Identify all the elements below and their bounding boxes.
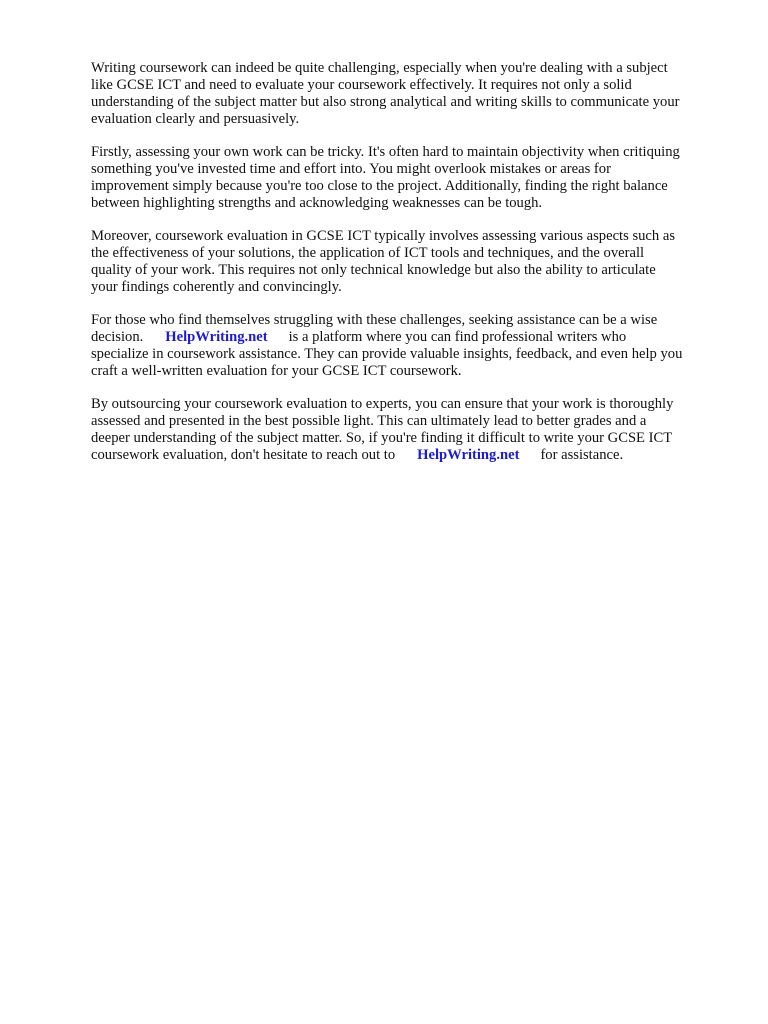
text-line: between highlighting strengths and acknowledging weaknesses can be tough. — [91, 195, 543, 211]
text-line: Moreover, coursework evaluation in GCSE ICT typically involves assessing various aspects such as — [91, 228, 675, 244]
paragraph-conclusion — [91, 396, 723, 464]
text-line: assessed and presented in the best possible light. This can ultimately lead to better grades and a — [91, 413, 647, 429]
text-line: the effectiveness of your solutions, the application of ICT tools and techniques, and the overall — [91, 245, 645, 261]
text-line: Firstly, assessing your own work can be tricky. It's often hard to maintain objectivity when critiquing — [91, 144, 680, 160]
text-line: craft a well-written evaluation for your GCSE ICT coursework. — [91, 363, 462, 379]
text-line: understanding of the subject matter but also strong analytical and writing skills to communicate your — [91, 94, 680, 110]
paragraph-assistance — [91, 312, 723, 380]
paragraph-challenges — [91, 144, 723, 212]
text-line: deeper understanding of the subject matter. So, if you're finding it difficult to write your GCSE ICT — [91, 430, 673, 446]
text-line: your findings coherently and convincingly. — [91, 279, 342, 295]
text-line: By outsourcing your coursework evaluation to experts, you can ensure that your work is thoroughly — [91, 396, 674, 412]
text-line: quality of your work. This requires not only technical knowledge but also the ability to articulate — [91, 262, 656, 278]
text-segment: coursework evaluation, don't hesitate to reach out to — [91, 447, 396, 463]
text-line: For those who find themselves struggling with these challenges, seeking assistance can be a wise — [91, 312, 658, 328]
paragraph-evaluation-aspects — [91, 228, 723, 296]
text-line: Writing coursework can indeed be quite challenging, especially when you're dealing with a subject — [91, 60, 668, 76]
text-line-with-link — [91, 329, 723, 346]
document-page — [91, 60, 723, 480]
text-line: like GCSE ICT and need to evaluate your coursework effectively. It requires not only a solid — [91, 77, 632, 93]
text-line: improvement simply because you're too close to the project. Additionally, finding the right balance — [91, 178, 668, 194]
text-segment: for assistance. — [540, 447, 624, 463]
text-line: evaluation clearly and persuasively. — [91, 111, 300, 127]
helpwriting-link[interactable]: HelpWriting.net — [417, 447, 520, 463]
text-line-with-link — [91, 447, 723, 464]
text-segment: is a platform where you can find professional writers who — [288, 329, 627, 345]
paragraph-intro — [91, 60, 723, 128]
text-segment: decision. — [91, 329, 144, 345]
helpwriting-link[interactable]: HelpWriting.net — [165, 329, 268, 345]
text-line: something you've invested time and effort into. You might overlook mistakes or areas for — [91, 161, 611, 177]
text-line: specialize in coursework assistance. They can provide valuable insights, feedback, and even help you — [91, 346, 683, 362]
